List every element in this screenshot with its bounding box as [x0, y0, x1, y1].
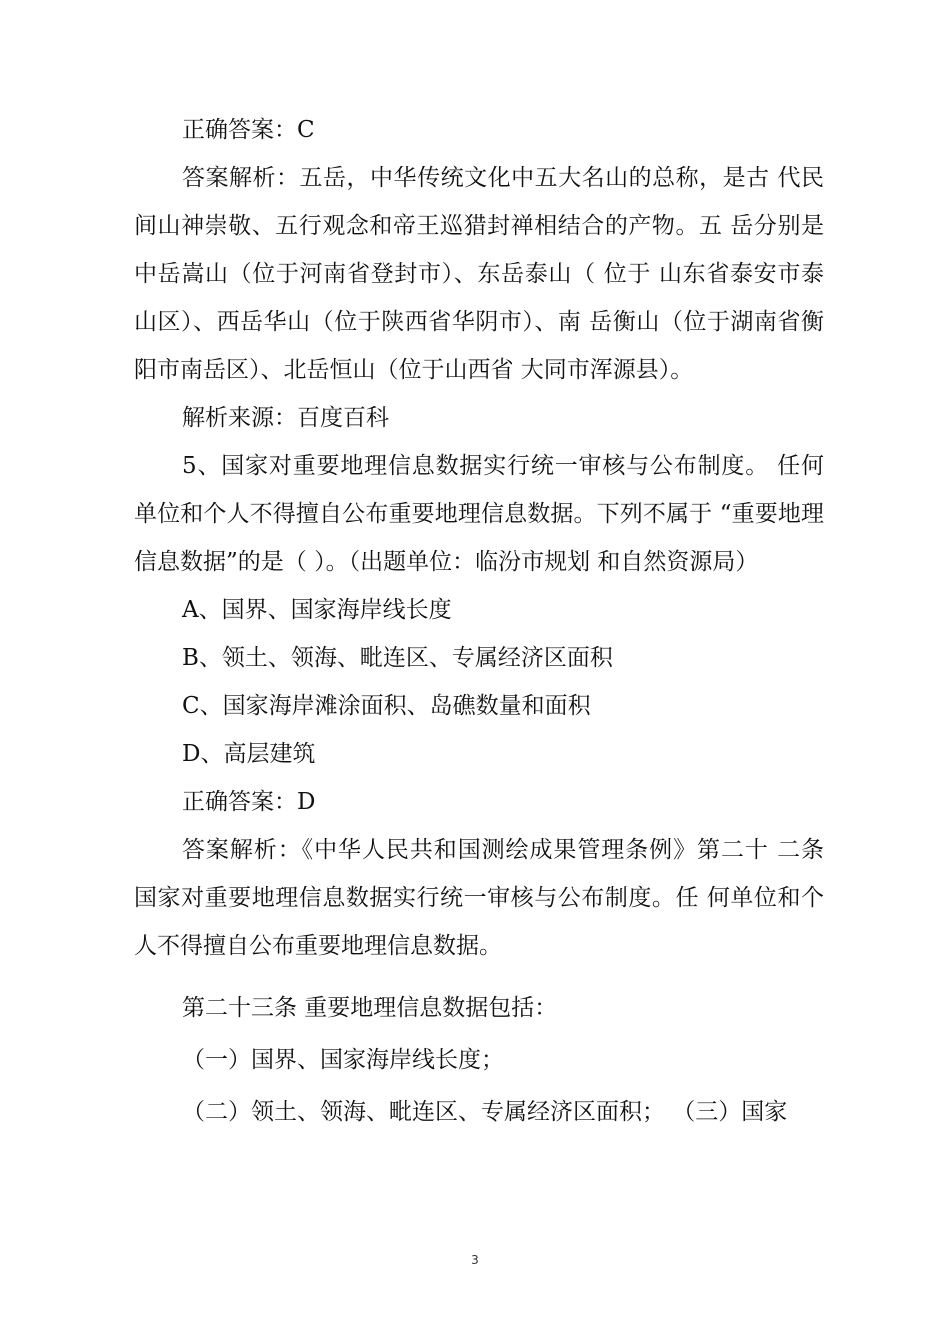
article-heading: 第二十三条 重要地理信息数据包括： [182, 995, 558, 1021]
article-item-2: （二）领土、领海、毗连区、专属经济区面积； （三）国家 [182, 1099, 788, 1125]
q4-answer-analysis: 答案解析：五岳，中华传统文化中五大名山的总称，是古 代民间山神崇敬、五行观念和帝王巡猎封禅相结合的产物。五 岳分别是中岳嵩山（位于河南省登封市）、东岳泰山（ 位于 山东省泰安市泰山区）、西岳华山（位于陕西省华阴市）、南 岳衡山（位于湖南省衡阳市南岳区）、北岳恒山（位于山西省 大同市浑源县）。 [134, 165, 824, 383]
q5-correct-answer: 正确答案：D [182, 789, 316, 815]
q5-option-a: A、国界、国家海岸线长度 [182, 597, 452, 623]
q5-option-d: D、高层建筑 [182, 741, 316, 767]
page-content [134, 106, 824, 1138]
article-item-1: （一）国界、国家海岸线长度； [182, 1047, 504, 1073]
q4-correct-answer: 正确答案：C [182, 117, 315, 143]
q5-question: 5、国家对重要地理信息数据实行统一审核与公布制度。 任何单位和个人不得擅自公布重要地理信息数据。下列不属于 “重要地理信息数据”的是（ ）。（出题单位：临汾市规划 和自然资源局） [134, 453, 824, 575]
q5-option-c: C、国家海岸滩涂面积、岛礁数量和面积 [182, 693, 591, 719]
q5-answer-analysis: 答案解析：《中华人民共和国测绘成果管理条例》第二十 二条 国家对重要地理信息数据实行统一审核与公布制度。任 何单位和个人不得擅自公布重要地理信息数据。 [134, 837, 824, 959]
q4-analysis-source: 解析来源：百度百科 [182, 405, 389, 431]
q5-option-b: B、领土、领海、毗连区、专属经济区面积 [182, 645, 613, 671]
page-number: 3 [471, 1253, 479, 1267]
